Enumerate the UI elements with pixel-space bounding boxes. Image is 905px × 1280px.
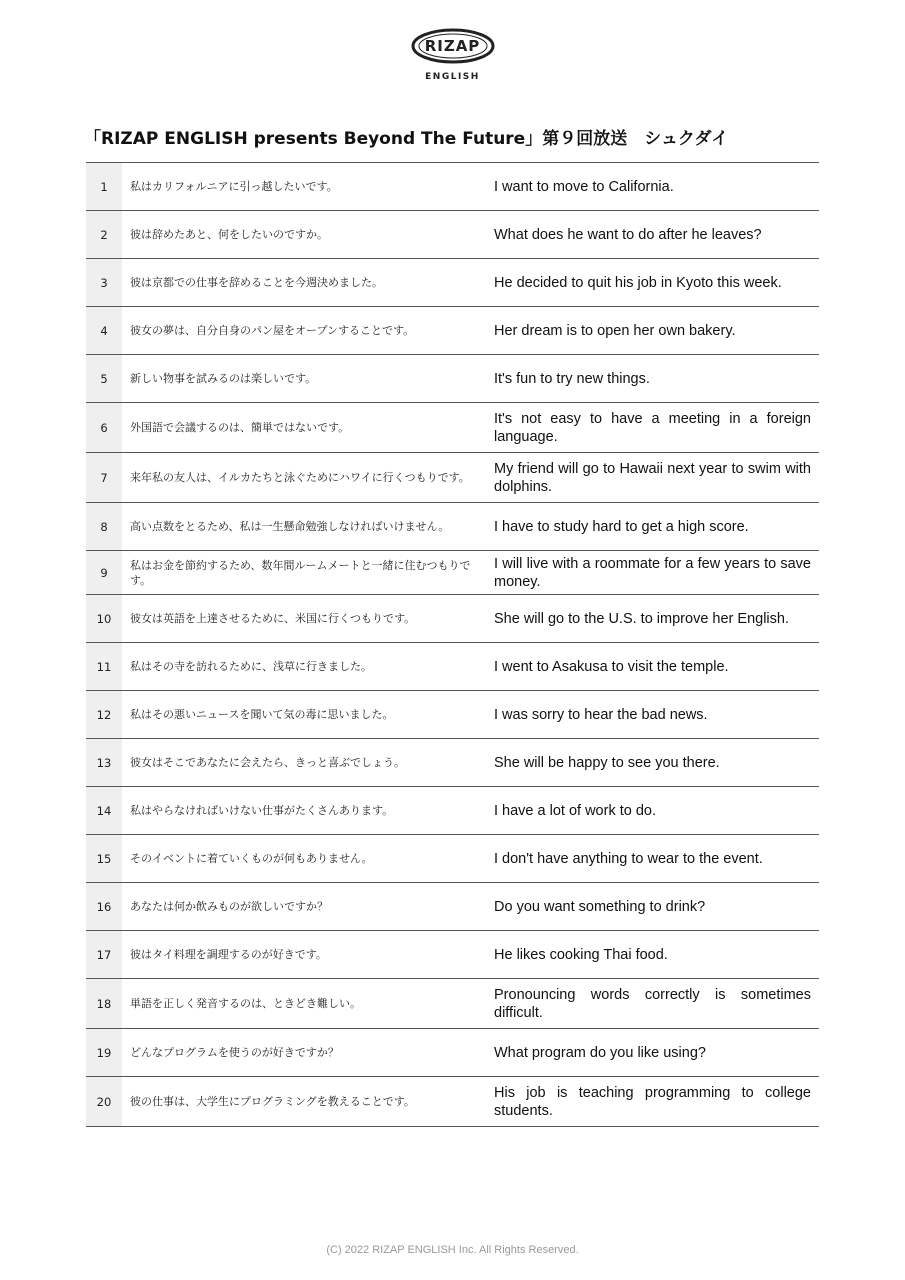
row-number: 1 xyxy=(86,163,122,211)
japanese-sentence: 高い点数をとるため、私は一生懸命勉強しなければいけません。 xyxy=(130,520,450,533)
japanese-sentence: 私はカリフォルニアに引っ越したいです。 xyxy=(130,180,338,193)
table-row xyxy=(86,551,819,595)
row-number: 18 xyxy=(86,979,122,1029)
japanese-sentence: 彼の仕事は、大学生にプログラミングを教えることです。 xyxy=(130,1095,415,1108)
english-sentence: What program do you like using? xyxy=(494,1044,706,1061)
english-sentence: I have to study hard to get a high score. xyxy=(494,518,749,535)
english-sentence: I don't have anything to wear to the event. xyxy=(494,850,763,867)
japanese-sentence: 私はその寺を訪れるために、浅草に行きました。 xyxy=(130,660,372,673)
table-row xyxy=(86,595,819,643)
table-row xyxy=(86,931,819,979)
japanese-sentence: 彼はタイ料理を調理するのが好きです。 xyxy=(130,948,327,961)
logo-mark xyxy=(411,28,495,64)
english-sentence: I was sorry to hear the bad news. xyxy=(494,706,708,723)
japanese-sentence: 私はやらなければいけない仕事がたくさんあります。 xyxy=(130,804,394,817)
table-row xyxy=(86,643,819,691)
japanese-sentence: 私はその悪いニュースを聞いて気の毒に思いました。 xyxy=(130,708,394,721)
english-sentence: I want to move to California. xyxy=(494,178,674,195)
row-number: 13 xyxy=(86,739,122,787)
japanese-sentence: どんなプログラムを使うのが好きですか？ xyxy=(130,1046,339,1059)
english-sentence: I will live with a roommate for a few years to save money. xyxy=(494,555,811,590)
row-number: 10 xyxy=(86,595,122,643)
table-row xyxy=(86,503,819,551)
japanese-sentence: 単語を正しく発音するのは、ときどき難しい。 xyxy=(130,997,361,1010)
table-row xyxy=(86,163,819,211)
copyright-footer: (C) 2022 RIZAP ENGLISH Inc. All Rights Reserved. xyxy=(326,1244,579,1256)
table-row xyxy=(86,211,819,259)
table-row xyxy=(86,691,819,739)
english-sentence: Do you want something to drink? xyxy=(494,898,706,915)
table-row xyxy=(86,787,819,835)
row-number: 14 xyxy=(86,787,122,835)
table-row xyxy=(86,355,819,403)
japanese-sentence: あなたは何か飲みものが欲しいですか？ xyxy=(130,900,328,913)
row-number: 8 xyxy=(86,503,122,551)
english-sentence: He decided to quit his job in Kyoto this week. xyxy=(494,274,782,291)
row-number: 17 xyxy=(86,931,122,979)
japanese-sentence: 来年私の友人は、イルカたちと泳ぐためにハワイに行くつもりです。 xyxy=(130,471,470,484)
row-number: 15 xyxy=(86,835,122,883)
english-sentence: What does he want to do after he leaves? xyxy=(494,226,762,243)
table-row xyxy=(86,453,819,503)
row-number: 3 xyxy=(86,259,122,307)
row-number: 4 xyxy=(86,307,122,355)
table-row xyxy=(86,835,819,883)
row-number: 5 xyxy=(86,355,122,403)
table-row xyxy=(86,739,819,787)
english-sentence: It's not easy to have a meeting in a foreign language. xyxy=(494,410,811,445)
japanese-sentence: 彼は京都での仕事を辞めることを今週決めました。 xyxy=(130,276,383,289)
row-number: 11 xyxy=(86,643,122,691)
english-sentence: He likes cooking Thai food. xyxy=(494,946,668,963)
brand-logo xyxy=(0,28,905,82)
row-number: 19 xyxy=(86,1029,122,1077)
logo-subtext: ENGLISH xyxy=(425,72,480,82)
english-sentence: Pronouncing words correctly is sometimes difficult. xyxy=(494,986,811,1021)
japanese-sentence: 彼は辞めたあと、何をしたいのですか。 xyxy=(130,228,328,241)
english-sentence: Her dream is to open her own bakery. xyxy=(494,322,736,339)
logo-wordmark: RIZAP xyxy=(424,37,481,55)
japanese-sentence: そのイベントに着ていくものが何もありません。 xyxy=(130,852,373,865)
english-sentence: His job is teaching programming to college students. xyxy=(494,1084,811,1119)
table-row xyxy=(86,1029,819,1077)
page-title: 「RIZAP ENGLISH presents Beyond The Future」第９回放送 シュクダイ xyxy=(84,129,729,149)
japanese-sentence: 彼女の夢は、自分自身のパン屋をオープンすることです。 xyxy=(130,324,415,337)
row-number: 2 xyxy=(86,211,122,259)
japanese-sentence: 彼女は英語を上達させるために、米国に行くつもりです。 xyxy=(130,612,416,625)
table-row xyxy=(86,259,819,307)
japanese-sentence: 外国語で会議するのは、簡単ではないです。 xyxy=(130,421,350,434)
row-number: 9 xyxy=(86,551,122,595)
homework-table xyxy=(86,162,819,1127)
english-sentence: I have a lot of work to do. xyxy=(494,802,657,819)
table-row xyxy=(86,883,819,931)
english-sentence: She will be happy to see you there. xyxy=(494,754,720,771)
english-sentence: My friend will go to Hawaii next year to swim with dolphins. xyxy=(494,460,811,495)
english-sentence: She will go to the U.S. to improve her English. xyxy=(494,610,789,627)
table-row xyxy=(86,979,819,1029)
japanese-sentence: 私はお金を節約するため、数年間ルームメートと一緒に住むつもりです。 xyxy=(130,558,471,587)
japanese-sentence: 彼女はそこであなたに会えたら、きっと喜ぶでしょう。 xyxy=(130,756,405,769)
row-number: 7 xyxy=(86,453,122,503)
table-row xyxy=(86,1077,819,1127)
row-number: 20 xyxy=(86,1077,122,1127)
japanese-sentence: 新しい物事を試みるのは楽しいです。 xyxy=(130,372,317,385)
english-sentence: It's fun to try new things. xyxy=(494,370,650,387)
english-sentence: I went to Asakusa to visit the temple. xyxy=(494,658,729,675)
row-number: 12 xyxy=(86,691,122,739)
row-number: 16 xyxy=(86,883,122,931)
table-row xyxy=(86,307,819,355)
table-row xyxy=(86,403,819,453)
row-number: 6 xyxy=(86,403,122,453)
